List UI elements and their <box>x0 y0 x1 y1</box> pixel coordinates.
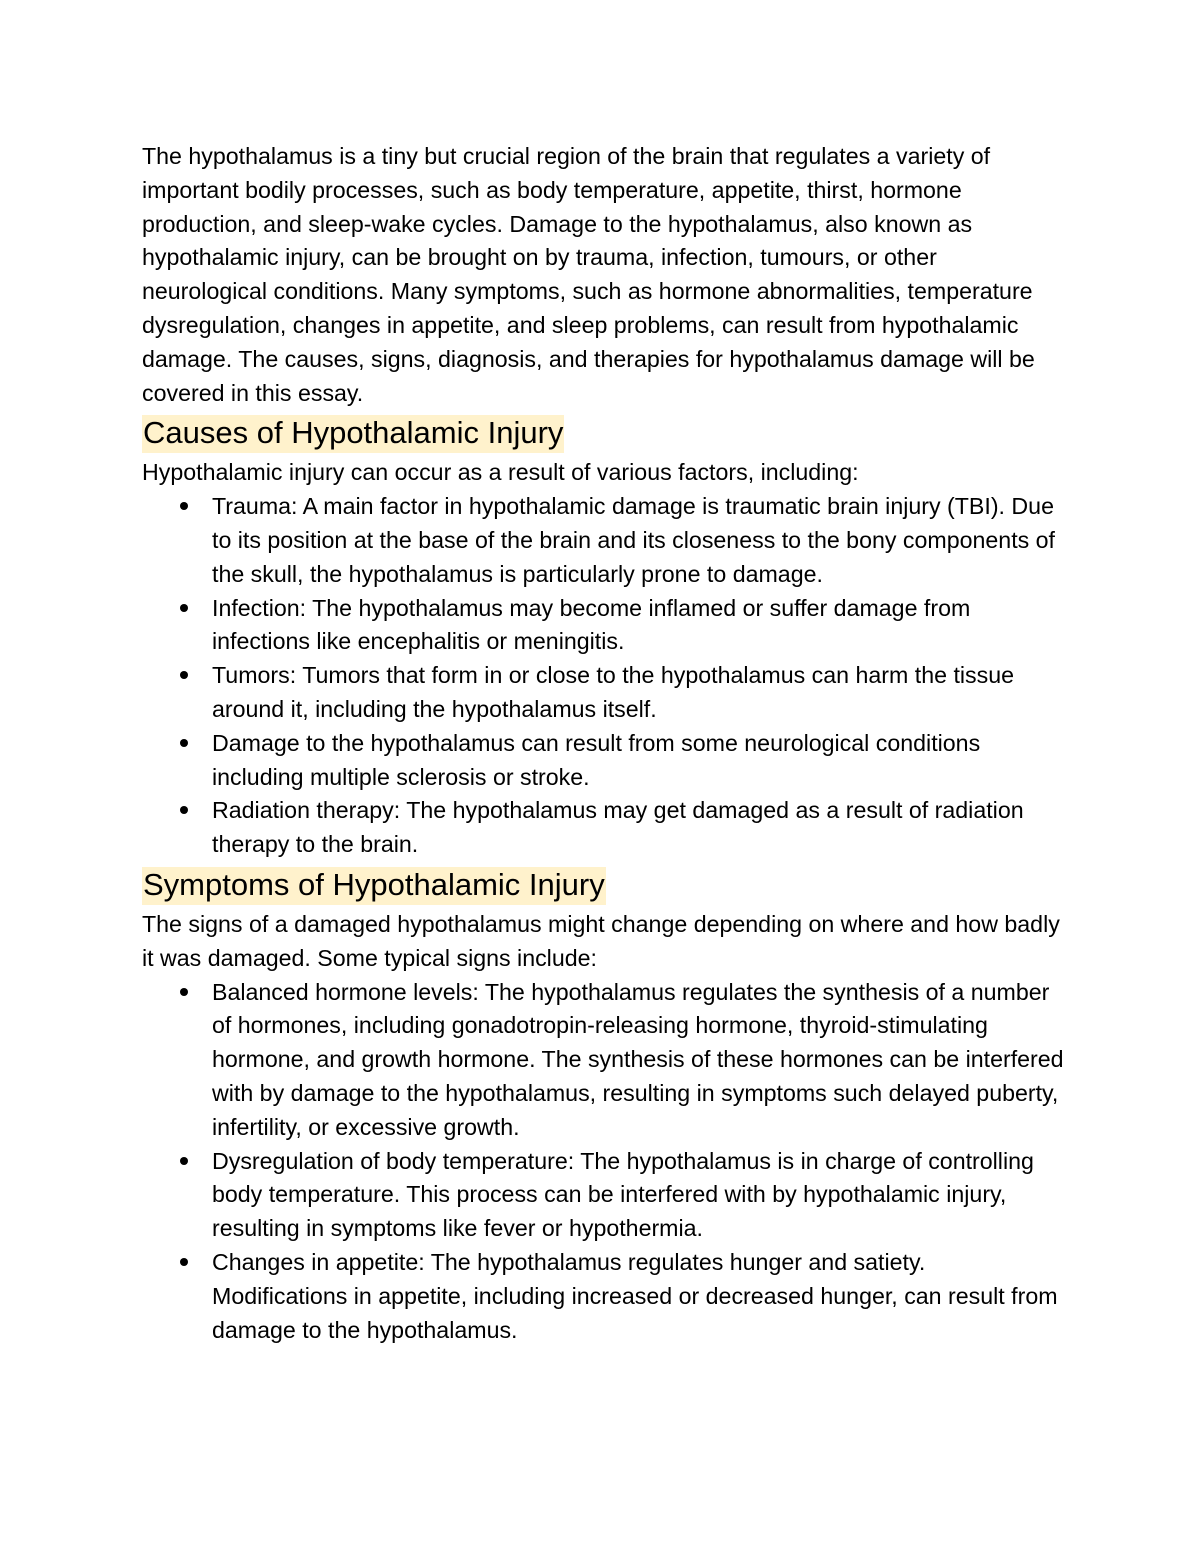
list-item-text: Dysregulation of body temperature: The hypothalamus is in charge of controlling body temperature. This process can be interfered with by hypothalamic injury, resulting in symptoms like fever or hypothermia. <box>212 1147 1034 1242</box>
bullet-icon <box>180 502 188 510</box>
list-item <box>212 727 1067 795</box>
list-item-text: Damage to the hypothalamus can result from some neurological conditions including multiple sclerosis or stroke. <box>212 729 981 790</box>
bullet-icon <box>180 806 188 814</box>
list-item-text: Balanced hormone levels: The hypothalamus regulates the synthesis of a number of hormones, including gonadotropin-releasing hormone, thyroid-stimulating hormone, and growth hormone. The synthesis of these hormones can be interfered with by damage to the hypothalamus, resulting in symptoms such delayed puberty, infertility, or excessive growth. <box>212 978 1064 1140</box>
causes-list <box>142 490 1067 862</box>
list-item <box>212 659 1067 727</box>
causes-heading <box>142 412 1067 454</box>
list-item <box>212 1145 1067 1246</box>
list-item <box>212 976 1067 1145</box>
causes-lead: Hypothalamic injury can occur as a result of various factors, including: <box>142 459 859 486</box>
list-item <box>212 490 1067 591</box>
bullet-icon <box>180 988 188 996</box>
list-item-text: Trauma: A main factor in hypothalamic damage is traumatic brain injury (TBI). Due to its position at the base of the brain and its closeness to the bony components of the skull, the hypothalamus is particularly prone to damage. <box>212 493 1056 587</box>
list-item <box>212 1246 1067 1347</box>
document-page <box>142 140 1067 1347</box>
list-item-text: Tumors: Tumors that form in or close to the hypothalamus can harm the tissue around it, including the hypothalamus itself. <box>212 662 1015 722</box>
symptoms-lead: The signs of a damaged hypothalamus might change depending on where and how badly it was damaged. Some typical signs include: <box>142 910 1060 971</box>
bullet-icon <box>180 671 188 679</box>
bullet-icon <box>180 739 188 747</box>
list-item <box>212 592 1067 660</box>
symptoms-list <box>142 976 1067 1348</box>
bullet-icon <box>180 604 188 612</box>
symptoms-heading <box>142 864 1067 906</box>
list-item <box>212 794 1067 862</box>
symptoms-heading-text: Symptoms of Hypothalamic Injury <box>142 867 606 905</box>
list-item-text: Infection: The hypothalamus may become inflamed or suffer damage from infections like encephalitis or meningitis. <box>212 594 971 655</box>
bullet-icon <box>180 1157 188 1165</box>
causes-heading-text: Causes of Hypothalamic Injury <box>142 415 564 453</box>
list-item-text: Changes in appetite: The hypothalamus regulates hunger and satiety. Modifications in appetite, including increased or decreased hunger, can result from damage to the hypothalamus. <box>212 1248 1058 1343</box>
list-item-text: Radiation therapy: The hypothalamus may get damaged as a result of radiation therapy to the brain. <box>212 797 1024 858</box>
bullet-icon <box>180 1258 188 1266</box>
intro-paragraph: The hypothalamus is a tiny but crucial region of the brain that regulates a variety of important bodily processes, such as body temperature, appetite, thirst, hormone production, and sleep-wake cycles. Damage to the hypothalamus, also known as hypothalamic injury, can be brought on by trauma, infection, tumours, or other neurological conditions. Many symptoms, such as hormone abnormalities, temperature dysregulation, changes in appetite, and sleep problems, can result from hypothalamic damage. The causes, signs, diagnosis, and therapies for hypothalamus damage will be covered in this essay. <box>142 143 1035 406</box>
